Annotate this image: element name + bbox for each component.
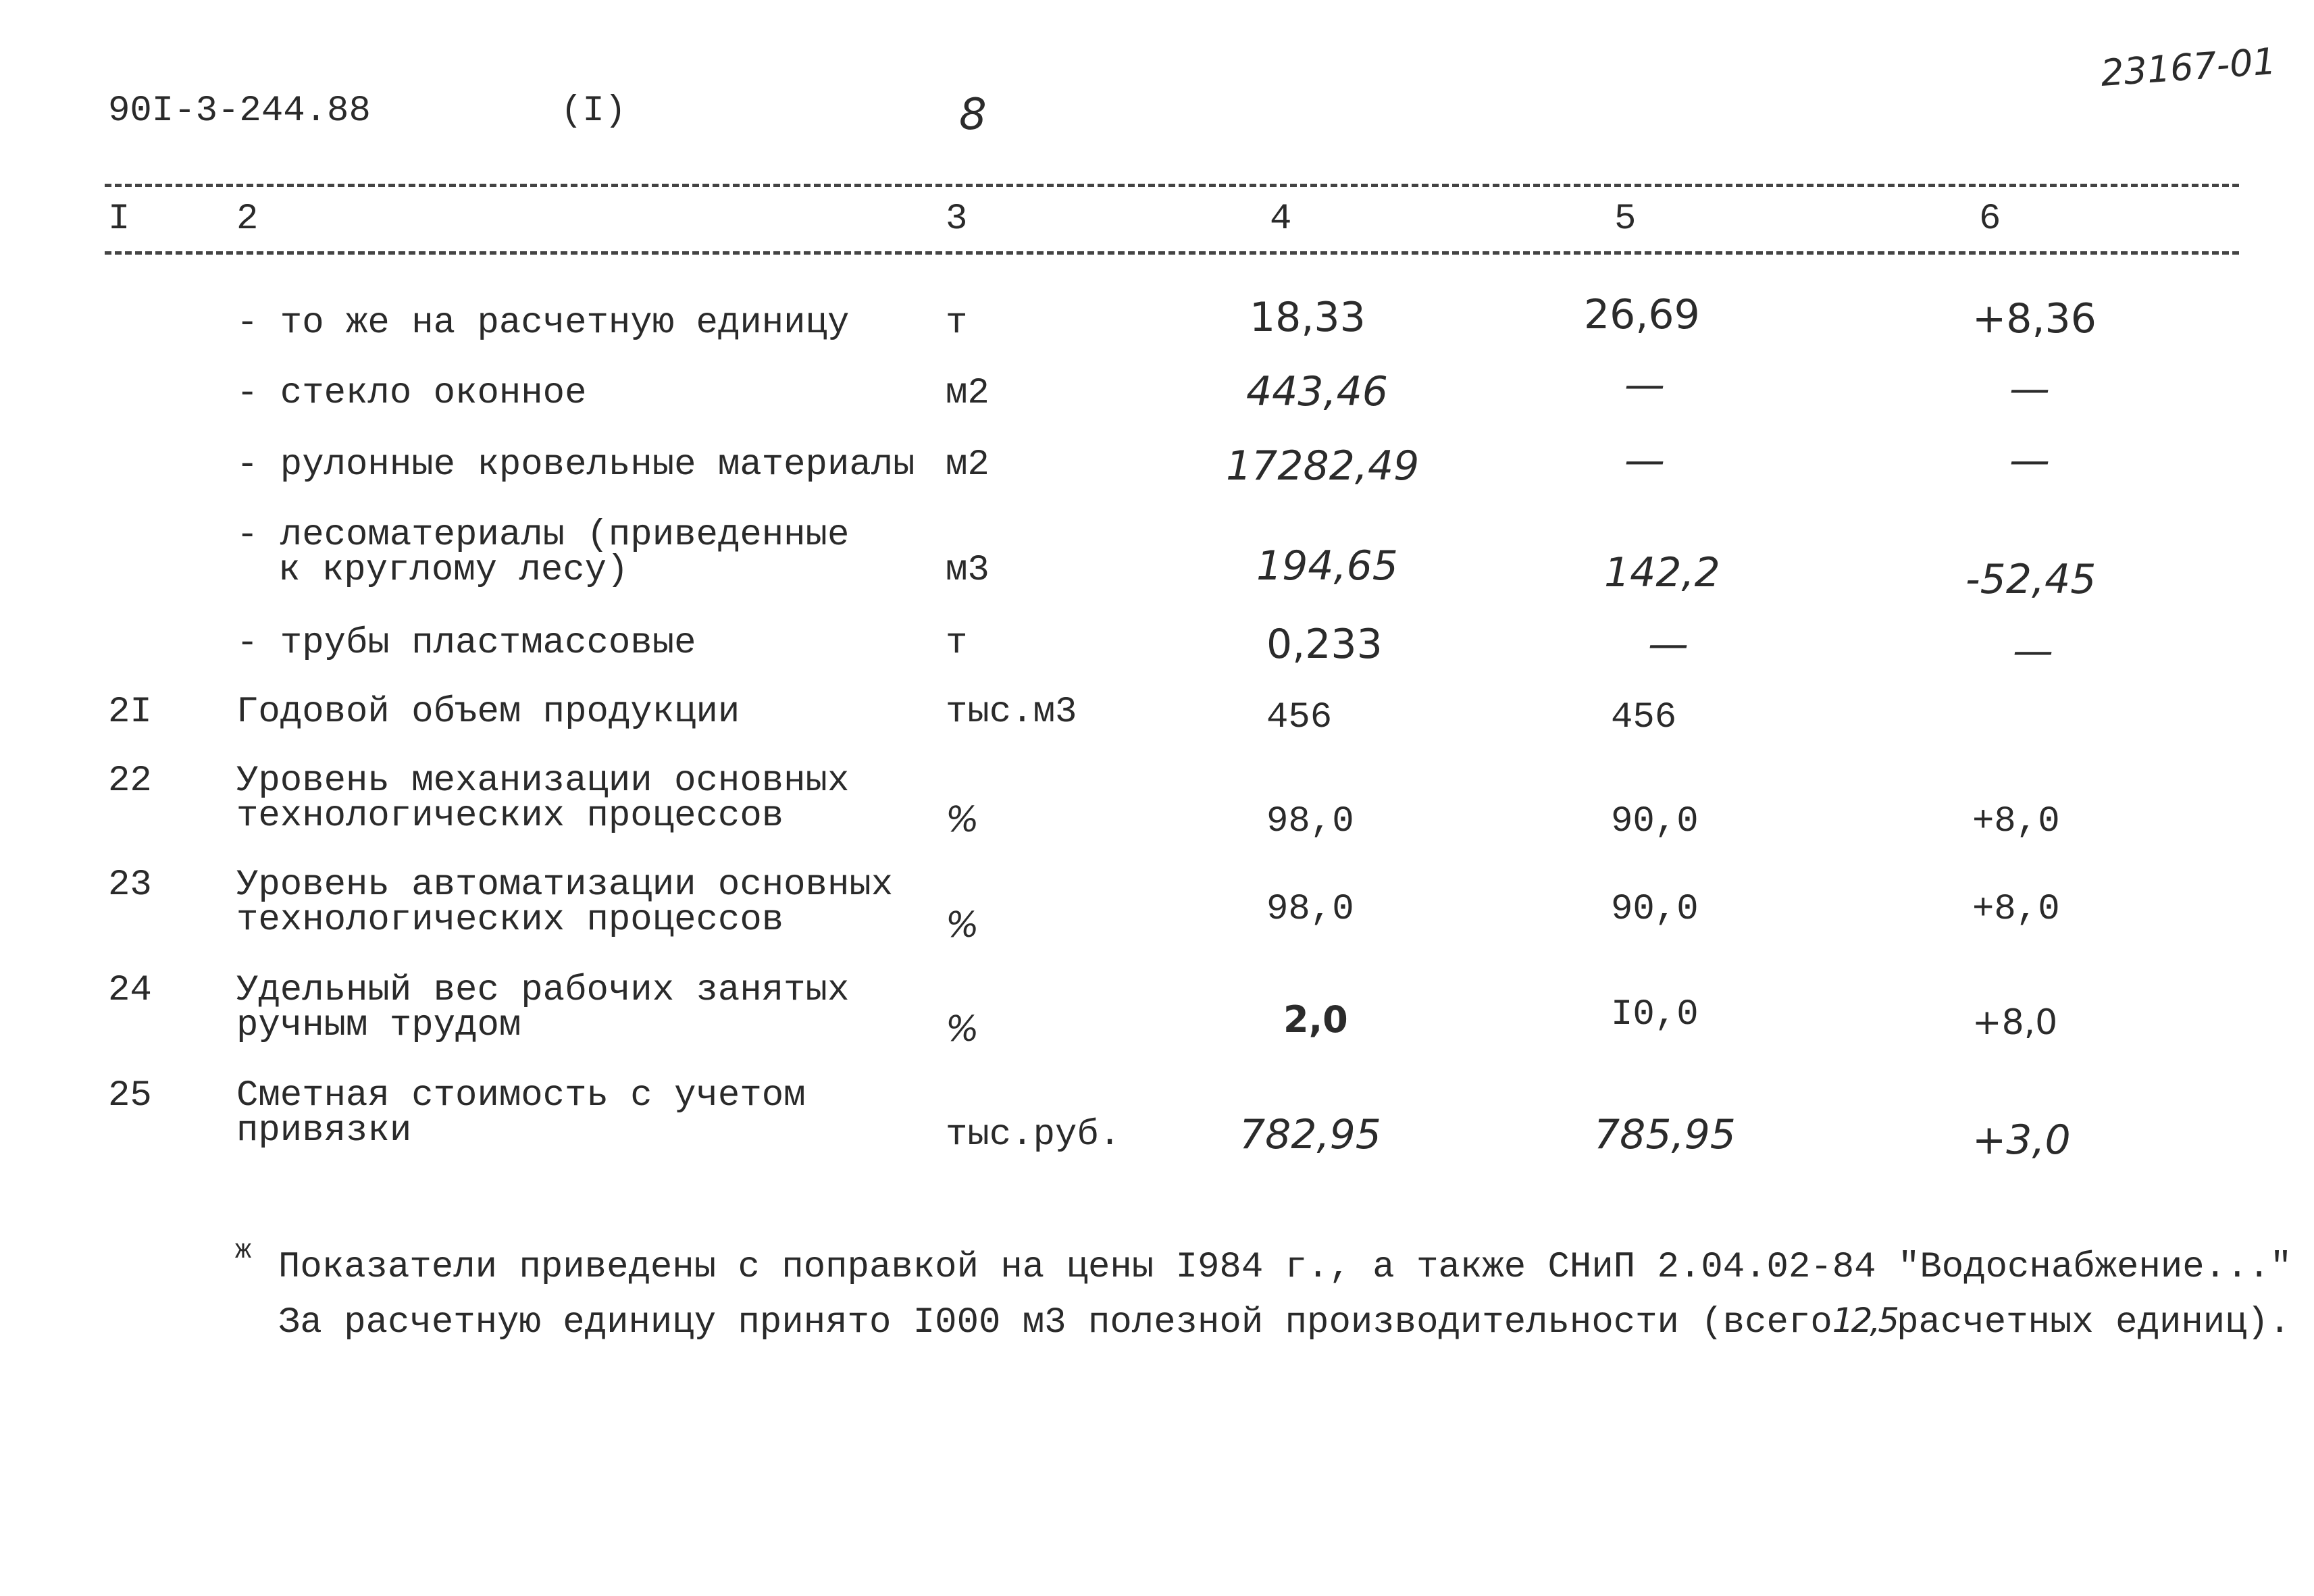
row-unit: % <box>946 905 979 946</box>
row-name-line1: Сметная стоимость с учетом <box>236 1075 806 1116</box>
row-analog-value: 142,2 <box>1604 549 1720 596</box>
row-name-line2: привязки <box>236 1110 412 1152</box>
row-number: 24 <box>108 970 152 1011</box>
row-project-value: 194,65 <box>1256 542 1398 590</box>
row-analog-value: 90,0 <box>1611 801 1699 842</box>
row-analog-value: — <box>1624 437 1665 484</box>
row-number: 23 <box>108 865 152 906</box>
row-difference: — <box>2013 627 2053 675</box>
row-analog-value: 26,69 <box>1584 291 1700 338</box>
row-project-value: 0,233 <box>1266 621 1383 668</box>
archive-stamp: 23167-01 <box>2099 40 2278 95</box>
column-header-3: 3 <box>946 199 968 240</box>
row-name: - то же на расчетную единицу <box>236 303 850 344</box>
footnote-unit-count: 12,5 <box>1832 1301 1897 1340</box>
row-name-line1: Уровень механизации основных <box>236 761 850 802</box>
column-header-2: 2 <box>236 199 259 240</box>
row-name-line2: технологических процессов <box>236 796 784 837</box>
footnote-line-2 <box>278 1302 2290 1341</box>
header-bottom-rule <box>105 251 2239 255</box>
row-name: - рулонные кровельные материалы <box>236 444 915 486</box>
row-name-line2: технологических процессов <box>236 900 784 941</box>
row-name-line2: ручным трудом <box>236 1005 521 1046</box>
row-difference: -52,45 <box>1965 556 2097 603</box>
row-name-line2: к круглому лесу) <box>278 550 629 591</box>
row-project-value: 456 <box>1266 697 1333 738</box>
footnote-mark: ж <box>235 1236 252 1266</box>
row-unit: м2 <box>946 444 989 486</box>
row-unit: м3 <box>946 550 989 591</box>
row-difference: — <box>2009 365 2050 413</box>
row-analog-value: I0,0 <box>1611 994 1699 1035</box>
row-unit: тыс.м3 <box>946 692 1077 733</box>
row-name: - стекло оконное <box>236 373 587 414</box>
row-name: - трубы пластмассовые <box>236 623 696 664</box>
document-part: (I) <box>561 91 627 132</box>
row-project-value: 443,46 <box>1246 368 1388 415</box>
row-unit: т <box>946 623 968 664</box>
row-difference: +3,0 <box>1972 1116 2071 1164</box>
row-project-value: 98,0 <box>1266 889 1354 930</box>
row-unit: т <box>946 303 968 344</box>
column-header-5: 5 <box>1614 199 1637 240</box>
row-unit: % <box>946 800 979 840</box>
row-difference: +8,0 <box>1972 1002 2058 1043</box>
row-unit: м2 <box>946 373 989 414</box>
page-number: 8 <box>959 90 987 140</box>
row-difference: — <box>2009 437 2050 484</box>
row-name-line1: - лесоматериалы (приведенные <box>236 515 850 556</box>
row-project-value: 17282,49 <box>1226 442 1420 490</box>
row-difference: +8,36 <box>1972 295 2097 342</box>
row-analog-value: 785,95 <box>1594 1111 1736 1158</box>
row-name-line1: Уровень автоматизации основных <box>236 865 894 906</box>
row-project-value: 2,0 <box>1283 998 1348 1041</box>
row-unit: тыс.руб. <box>946 1114 1121 1156</box>
row-difference: +8,0 <box>1972 801 2060 842</box>
row-project-value: 98,0 <box>1266 801 1354 842</box>
row-project-value: 18,33 <box>1250 294 1366 341</box>
footnote-line-2-start: За расчетную единицу принято I000 м3 полезной производительности (всего <box>278 1302 1832 1343</box>
row-analog-value: 456 <box>1611 697 1677 738</box>
column-header-4: 4 <box>1270 199 1292 240</box>
header-top-rule <box>105 184 2239 187</box>
row-number: 2I <box>108 692 152 733</box>
row-analog-value: — <box>1624 361 1665 409</box>
row-project-value: 782,95 <box>1239 1111 1381 1158</box>
column-header-6: 6 <box>1979 199 2001 240</box>
footnote-line-1: Показатели приведены с поправкой на цены I984 г., а также СНиП 2.04.02-84 "Водоснабжение..." <box>278 1247 2292 1288</box>
row-difference: +8,0 <box>1972 889 2060 930</box>
row-number: 25 <box>108 1075 152 1116</box>
row-unit: % <box>946 1009 979 1050</box>
row-name: Годовой объем продукции <box>236 692 740 733</box>
row-analog-value: 90,0 <box>1611 889 1699 930</box>
row-analog-value: — <box>1648 621 1689 668</box>
row-name-line1: Удельный вес рабочих занятых <box>236 970 850 1011</box>
footnote-line-2-end: расчетных единиц). <box>1897 1302 2291 1343</box>
document-code: 90I-3-244.88 <box>108 91 371 132</box>
column-header-1: I <box>108 199 130 240</box>
row-number: 22 <box>108 761 152 802</box>
